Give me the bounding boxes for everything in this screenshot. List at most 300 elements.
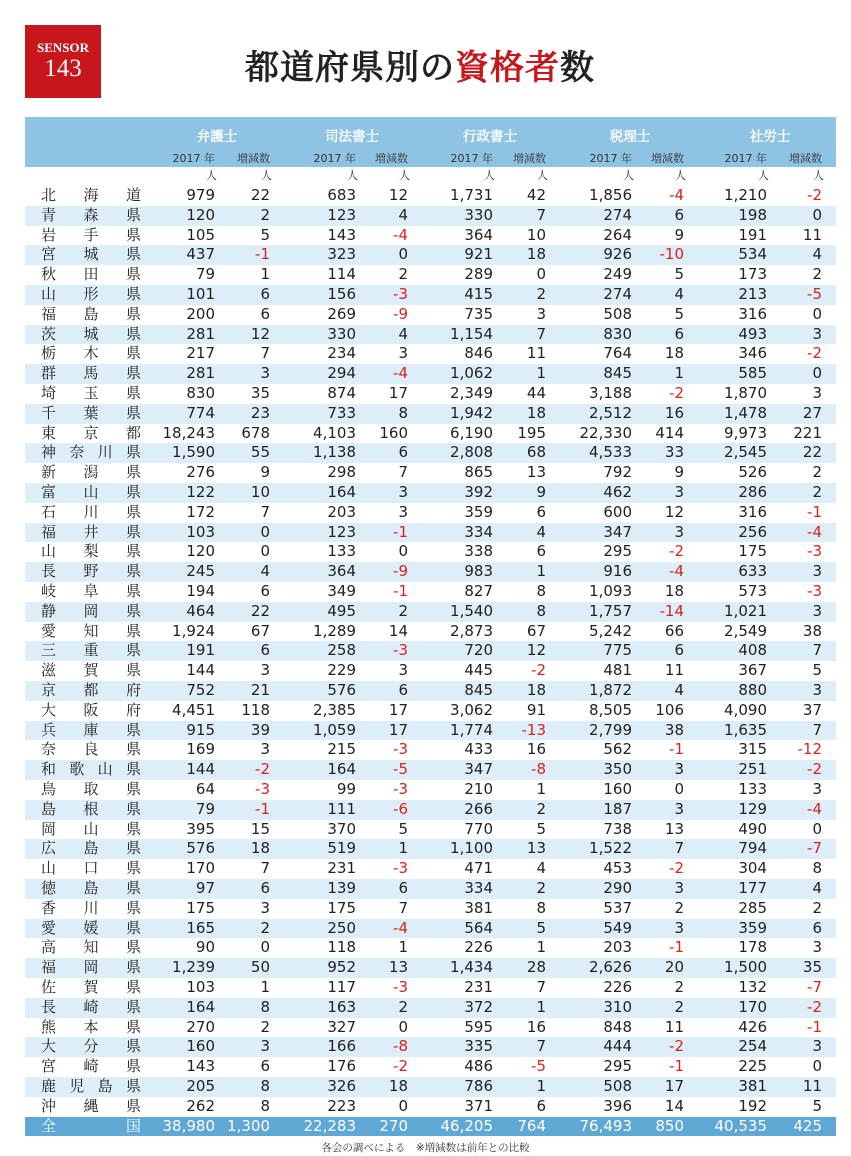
change-cell: 2 <box>674 978 684 996</box>
change-cell: 0 <box>812 1057 822 1076</box>
change-cell: -12 <box>797 740 822 759</box>
count-cell: 99 <box>336 780 356 798</box>
count-cell: 144 <box>186 661 215 680</box>
change-cell: -4 <box>393 918 408 937</box>
count-cell: 464 <box>186 601 215 620</box>
count-cell: 286 <box>738 483 767 501</box>
table-row <box>25 780 836 800</box>
change-cell: 1,300 <box>227 1116 270 1135</box>
change-cell: 67 <box>250 621 270 640</box>
change-cell: -1 <box>255 245 270 264</box>
count-cell: 486 <box>464 1057 493 1076</box>
table-row <box>25 958 836 978</box>
prefecture-name: 兵 庫 県 <box>41 720 141 739</box>
change-cell: 3 <box>398 344 408 363</box>
count-cell: 564 <box>464 918 493 937</box>
count-cell: 359 <box>738 918 767 937</box>
count-cell: 175 <box>327 898 356 917</box>
count-cell: 334 <box>464 522 493 541</box>
count-cell: 1,289 <box>313 621 356 640</box>
count-cell: 5,242 <box>589 621 632 640</box>
count-cell: 46,205 <box>440 1116 493 1135</box>
count-cell: 192 <box>738 1096 767 1115</box>
count-cell: 191 <box>186 641 215 660</box>
change-cell: 0 <box>398 542 408 561</box>
prefecture-name: 鹿 児 島 県 <box>41 1077 141 1095</box>
prefecture-name: 神 奈 川 県 <box>41 443 141 462</box>
count-cell: 79 <box>195 799 215 818</box>
count-cell: 256 <box>738 522 767 541</box>
column-header-3: 税理士 <box>609 129 651 145</box>
change-cell: 764 <box>517 1116 546 1135</box>
change-cell: -7 <box>807 978 822 996</box>
change-cell: -3 <box>393 641 408 660</box>
count-cell: 371 <box>464 1096 493 1115</box>
change-cell: 68 <box>526 443 546 462</box>
change-cell: -14 <box>659 601 684 620</box>
count-cell: 176 <box>327 1057 356 1076</box>
count-cell: 408 <box>738 641 767 660</box>
change-cell: 1 <box>674 364 684 383</box>
count-cell: 752 <box>186 681 215 699</box>
count-cell: 1,100 <box>450 839 493 858</box>
change-cell: -2 <box>807 186 822 204</box>
change-cell: 12 <box>250 324 270 343</box>
count-cell: 381 <box>464 898 493 917</box>
change-cell: 7 <box>398 463 408 482</box>
count-cell: 294 <box>327 364 356 383</box>
subheader-year: 2017 年 <box>724 152 767 165</box>
change-cell: -3 <box>393 978 408 996</box>
table-row <box>25 681 836 701</box>
change-cell: 39 <box>250 720 270 739</box>
prefecture-name: 東 京 都 <box>41 423 141 442</box>
change-cell: -4 <box>807 522 822 541</box>
title-part1: 都道府県別の <box>245 48 455 88</box>
change-cell: 10 <box>250 483 270 501</box>
count-cell: 508 <box>603 304 632 323</box>
count-cell: 346 <box>738 344 767 363</box>
change-cell: 7 <box>674 839 684 858</box>
change-cell: 7 <box>260 502 270 521</box>
change-cell: 4 <box>674 681 684 699</box>
count-cell: 364 <box>464 225 493 244</box>
change-cell: 6 <box>674 205 684 224</box>
change-cell: 3 <box>812 780 822 798</box>
total-row <box>25 1117 836 1137</box>
count-cell: 764 <box>603 344 632 363</box>
count-cell: 576 <box>327 681 356 699</box>
table-row <box>25 364 836 384</box>
count-cell: 156 <box>327 285 356 303</box>
change-cell: 7 <box>812 720 822 739</box>
change-cell: 3 <box>260 364 270 383</box>
change-cell: 5 <box>674 304 684 323</box>
count-cell: 493 <box>738 324 767 343</box>
change-cell: -5 <box>393 760 408 779</box>
count-cell: 2,799 <box>589 720 632 739</box>
count-cell: 144 <box>186 760 215 779</box>
change-cell: -4 <box>669 186 684 204</box>
unit-label: 人 <box>537 169 548 182</box>
table-row <box>25 503 836 523</box>
count-cell: 203 <box>327 502 356 521</box>
change-cell: 3 <box>812 601 822 620</box>
count-cell: 165 <box>186 918 215 937</box>
count-cell: 335 <box>464 1037 493 1056</box>
count-cell: 4,103 <box>313 423 356 442</box>
prefecture-name: 宮 城 県 <box>41 245 141 264</box>
count-cell: 1,757 <box>589 601 632 620</box>
count-cell: 245 <box>186 562 215 581</box>
count-cell: 792 <box>603 463 632 482</box>
change-cell: 8 <box>260 1096 270 1115</box>
change-cell: 7 <box>260 859 270 878</box>
change-cell: 7 <box>536 205 546 224</box>
change-cell: 8 <box>398 403 408 422</box>
change-cell: 0 <box>398 1017 408 1036</box>
change-cell: 2 <box>536 285 546 303</box>
prefecture-name: 京 都 府 <box>41 681 141 699</box>
change-cell: -6 <box>393 799 408 818</box>
change-cell: 1 <box>260 978 270 996</box>
count-cell: 18,243 <box>162 423 215 442</box>
change-cell: -2 <box>669 384 684 402</box>
table-row <box>25 622 836 642</box>
change-cell: 3 <box>260 661 270 680</box>
title-part2: 数 <box>560 48 595 88</box>
change-cell: 55 <box>250 443 270 462</box>
change-cell: 17 <box>388 384 408 402</box>
footnote: 各会の調べによる ※増減数は前年との比較 <box>321 1142 530 1154</box>
prefecture-name: 岐 阜 県 <box>41 582 141 600</box>
prefecture-name: 愛 知 県 <box>41 621 141 640</box>
count-cell: 316 <box>738 304 767 323</box>
table-row <box>25 602 836 622</box>
count-cell: 1,021 <box>724 601 767 620</box>
prefecture-name: 埼 玉 県 <box>41 384 141 402</box>
count-cell: 1,924 <box>172 621 215 640</box>
count-cell: 921 <box>464 245 493 264</box>
change-cell: 4 <box>536 859 546 878</box>
change-cell: 6 <box>812 918 822 937</box>
count-cell: 194 <box>186 582 215 600</box>
count-cell: 225 <box>738 1057 767 1076</box>
prefecture-name: 島 根 県 <box>41 799 141 818</box>
table-row <box>25 1037 836 1057</box>
table-row <box>25 325 836 345</box>
count-cell: 169 <box>186 740 215 759</box>
change-cell: 3 <box>398 502 408 521</box>
count-cell: 234 <box>327 344 356 363</box>
change-cell: 1 <box>536 364 546 383</box>
change-cell: 6 <box>260 304 270 323</box>
change-cell: -1 <box>807 1017 822 1036</box>
prefecture-name: 長 野 県 <box>41 562 141 581</box>
change-cell: 4 <box>398 205 408 224</box>
count-cell: 164 <box>186 997 215 1016</box>
change-cell: 5 <box>260 225 270 244</box>
change-cell: -1 <box>255 799 270 818</box>
change-cell: -8 <box>531 760 546 779</box>
change-cell: 2 <box>260 918 270 937</box>
change-cell: 12 <box>388 186 408 204</box>
change-cell: 6 <box>398 443 408 462</box>
count-cell: 270 <box>186 1017 215 1036</box>
change-cell: 2 <box>260 1017 270 1036</box>
change-cell: 6 <box>260 1057 270 1076</box>
count-cell: 105 <box>186 225 215 244</box>
prefecture-name: 福 島 県 <box>41 304 141 323</box>
change-cell: -1 <box>669 1057 684 1076</box>
count-cell: 537 <box>603 898 632 917</box>
change-cell: 14 <box>388 621 408 640</box>
count-cell: 426 <box>738 1017 767 1036</box>
unit-label: 人 <box>758 169 769 182</box>
count-cell: 250 <box>327 918 356 937</box>
change-cell: 0 <box>812 819 822 838</box>
count-cell: 4,451 <box>172 700 215 719</box>
change-cell: 3 <box>536 304 546 323</box>
change-cell: 2 <box>398 997 408 1016</box>
change-cell: 8 <box>260 1077 270 1095</box>
subheader-year: 2017 年 <box>450 152 493 165</box>
change-cell: -3 <box>393 780 408 798</box>
change-cell: 2 <box>812 483 822 501</box>
change-cell: 2 <box>674 997 684 1016</box>
count-cell: 359 <box>464 502 493 521</box>
count-cell: 370 <box>327 819 356 838</box>
count-cell: 8,505 <box>589 700 632 719</box>
prefecture-name: 山 梨 県 <box>41 542 141 561</box>
unit-label: 人 <box>675 169 686 182</box>
change-cell: 16 <box>526 740 546 759</box>
count-cell: 1,540 <box>450 601 493 620</box>
change-cell: 5 <box>536 918 546 937</box>
unit-row <box>25 167 836 185</box>
change-cell: 13 <box>664 819 684 838</box>
unit-label: 人 <box>206 169 217 182</box>
table-row <box>25 186 836 206</box>
table-row <box>25 800 836 820</box>
change-cell: 8 <box>536 582 546 600</box>
change-cell: 3 <box>260 740 270 759</box>
table-row <box>25 245 836 265</box>
count-cell: 295 <box>603 542 632 561</box>
count-cell: 4,090 <box>724 700 767 719</box>
count-cell: 120 <box>186 542 215 561</box>
change-cell: 1 <box>536 1077 546 1095</box>
count-cell: 76,493 <box>579 1116 632 1135</box>
count-cell: 347 <box>464 760 493 779</box>
unit-label: 人 <box>813 169 824 182</box>
prefecture-name: 群 馬 県 <box>41 364 141 383</box>
change-cell: -2 <box>807 760 822 779</box>
change-cell: 1 <box>536 562 546 581</box>
count-cell: 172 <box>186 502 215 521</box>
change-cell: -7 <box>807 839 822 858</box>
count-cell: 266 <box>464 799 493 818</box>
change-cell: 3 <box>674 483 684 501</box>
count-cell: 794 <box>738 839 767 858</box>
count-cell: 111 <box>327 799 356 818</box>
count-cell: 6,190 <box>450 423 493 442</box>
count-cell: 508 <box>603 1077 632 1095</box>
count-cell: 338 <box>464 542 493 561</box>
change-cell: 8 <box>260 997 270 1016</box>
prefecture-name: 鳥 取 県 <box>41 780 141 798</box>
count-cell: 865 <box>464 463 493 482</box>
count-cell: 2,549 <box>724 621 767 640</box>
count-cell: 633 <box>738 562 767 581</box>
table-row <box>25 938 836 958</box>
count-cell: 915 <box>186 720 215 739</box>
count-cell: 249 <box>603 265 632 284</box>
count-cell: 262 <box>186 1096 215 1115</box>
change-cell: 15 <box>250 819 270 838</box>
count-cell: 735 <box>464 304 493 323</box>
change-cell: -2 <box>669 542 684 561</box>
change-cell: -9 <box>393 304 408 323</box>
count-cell: 334 <box>464 879 493 897</box>
change-cell: 16 <box>664 403 684 422</box>
change-cell: 37 <box>802 700 822 719</box>
prefecture-name: 静 岡 県 <box>41 601 141 620</box>
count-cell: 231 <box>464 978 493 996</box>
count-cell: 573 <box>738 582 767 600</box>
table-row <box>25 721 836 741</box>
change-cell: 6 <box>398 681 408 699</box>
count-cell: 281 <box>186 364 215 383</box>
count-cell: 1,434 <box>450 958 493 977</box>
count-cell: 733 <box>327 403 356 422</box>
prefecture-name: 愛 媛 県 <box>41 918 141 937</box>
table-row <box>25 1077 836 1097</box>
count-cell: 3,188 <box>589 384 632 402</box>
change-cell: -2 <box>807 344 822 363</box>
change-cell: 6 <box>536 542 546 561</box>
count-cell: 316 <box>738 502 767 521</box>
count-cell: 738 <box>603 819 632 838</box>
change-cell: -3 <box>807 582 822 600</box>
prefecture-name: 新 潟 県 <box>41 463 141 482</box>
change-cell: 1 <box>536 997 546 1016</box>
count-cell: 1,062 <box>450 364 493 383</box>
count-cell: 926 <box>603 245 632 264</box>
change-cell: 1 <box>536 780 546 798</box>
change-cell: 16 <box>526 1017 546 1036</box>
count-cell: 9,973 <box>724 423 767 442</box>
count-cell: 226 <box>603 978 632 996</box>
count-cell: 1,478 <box>724 403 767 422</box>
change-cell: 1 <box>536 938 546 957</box>
count-cell: 381 <box>738 1077 767 1095</box>
table-row <box>25 760 836 780</box>
count-cell: 437 <box>186 245 215 264</box>
count-cell: 1,870 <box>724 384 767 402</box>
count-cell: 295 <box>603 1057 632 1076</box>
change-cell: -1 <box>807 502 822 521</box>
table-row <box>25 226 836 246</box>
prefecture-name: 三 重 県 <box>41 641 141 660</box>
change-cell: 1 <box>398 839 408 858</box>
count-cell: 1,210 <box>724 186 767 204</box>
column-header-4: 社労士 <box>749 129 791 145</box>
change-cell: -13 <box>521 720 546 739</box>
change-cell: -3 <box>393 285 408 303</box>
change-cell: 18 <box>526 403 546 422</box>
change-cell: 160 <box>379 423 408 442</box>
change-cell: 5 <box>812 1096 822 1115</box>
change-cell: 67 <box>526 621 546 640</box>
change-cell: 6 <box>536 1096 546 1115</box>
count-cell: 103 <box>186 522 215 541</box>
change-cell: 0 <box>398 245 408 264</box>
change-cell: 11 <box>526 344 546 363</box>
count-cell: 170 <box>186 859 215 878</box>
count-cell: 576 <box>186 839 215 858</box>
change-cell: 23 <box>250 403 270 422</box>
change-cell: 7 <box>536 324 546 343</box>
count-cell: 231 <box>327 859 356 878</box>
subheader-change: 増減数 <box>375 152 408 165</box>
count-cell: 175 <box>738 542 767 561</box>
column-header-2: 行政書士 <box>463 129 517 145</box>
change-cell: 17 <box>664 1077 684 1095</box>
badge-number: 143 <box>44 55 82 82</box>
count-cell: 200 <box>186 304 215 323</box>
count-cell: 198 <box>738 205 767 224</box>
unit-label: 人 <box>347 169 358 182</box>
count-cell: 347 <box>603 522 632 541</box>
count-cell: 97 <box>195 879 215 897</box>
badge-label: SENSOR <box>36 40 90 55</box>
change-cell: 3 <box>674 879 684 897</box>
count-cell: 170 <box>738 997 767 1016</box>
prefecture-name: 岡 山 県 <box>41 819 141 838</box>
change-cell: 425 <box>793 1116 822 1135</box>
count-cell: 191 <box>738 225 767 244</box>
count-cell: 519 <box>327 839 356 858</box>
change-cell: 18 <box>250 839 270 858</box>
count-cell: 326 <box>327 1077 356 1095</box>
count-cell: 1,635 <box>724 720 767 739</box>
count-cell: 22,330 <box>579 423 632 442</box>
count-cell: 471 <box>464 859 493 878</box>
column-header-0: 弁護士 <box>196 129 238 145</box>
prefecture-name: 福 岡 県 <box>41 958 141 977</box>
table-row <box>25 1018 836 1038</box>
prefecture-name: 山 口 県 <box>41 859 141 878</box>
change-cell: 22 <box>802 443 822 462</box>
change-cell: 7 <box>260 344 270 363</box>
count-cell: 392 <box>464 483 493 501</box>
count-cell: 22,283 <box>303 1116 356 1135</box>
prefecture-name: 沖 縄 県 <box>41 1096 141 1115</box>
count-cell: 251 <box>738 760 767 779</box>
change-cell: 7 <box>536 978 546 996</box>
change-cell: 4 <box>536 522 546 541</box>
change-cell: -4 <box>669 562 684 581</box>
count-cell: 874 <box>327 384 356 402</box>
count-cell: 1,500 <box>724 958 767 977</box>
change-cell: 2 <box>260 205 270 224</box>
prefecture-name: 大 阪 府 <box>41 700 141 719</box>
change-cell: 8 <box>812 859 822 878</box>
change-cell: 6 <box>536 502 546 521</box>
count-cell: 281 <box>186 324 215 343</box>
change-cell: 106 <box>655 700 684 719</box>
